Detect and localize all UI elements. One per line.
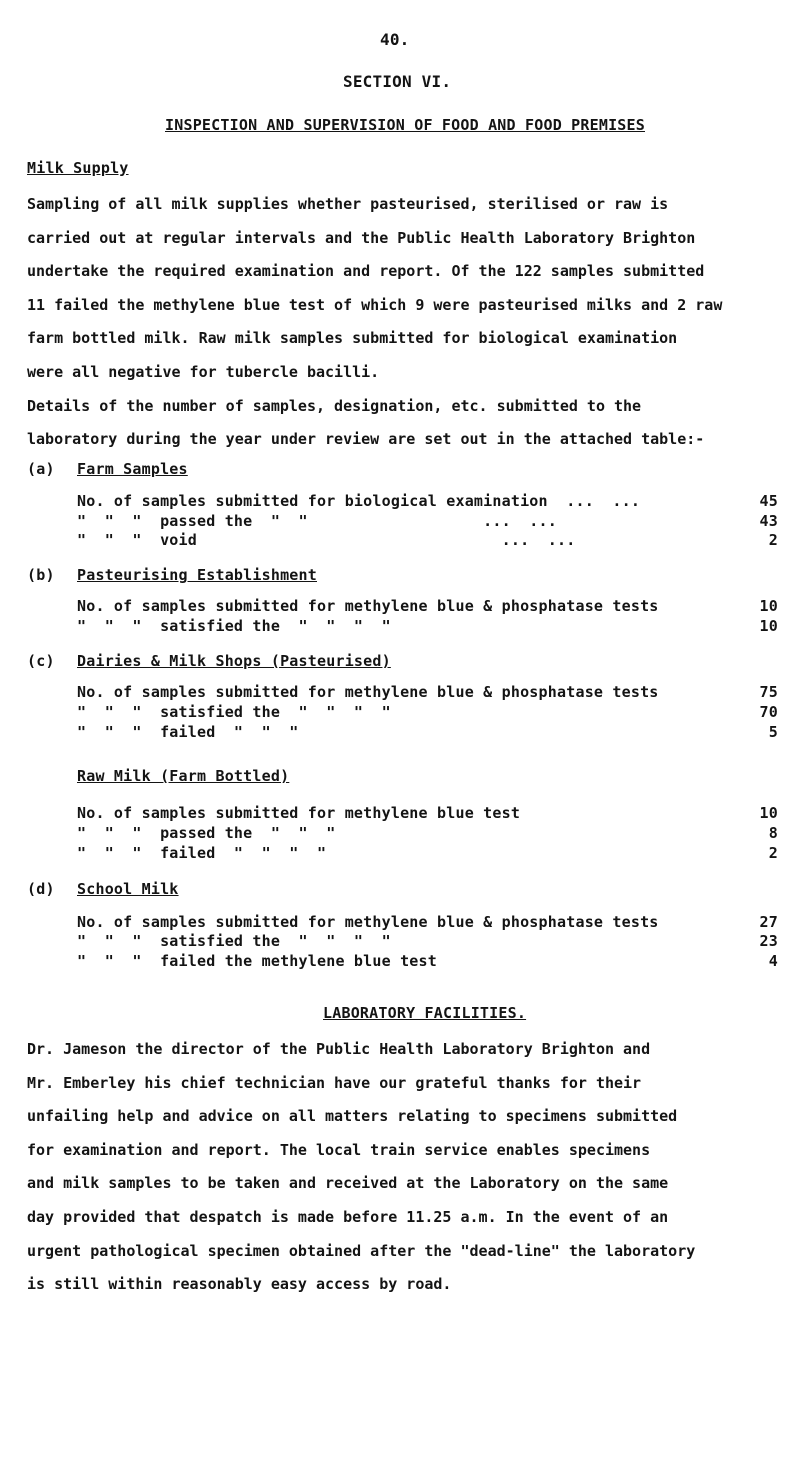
dairies-title: Dairies & Milk Shops (Pasteurised) [77,652,391,670]
raw-milk-title: Raw Milk (Farm Bottled) [77,767,290,785]
school-row-value: 23 [759,932,778,950]
farm-row-value: 43 [759,512,778,530]
dairies-row-text: " " " failed " " " [77,723,299,741]
school-row-value: 4 [768,952,778,970]
paragraph-line: Sampling of all milk supplies whether pasteurised, sterilised or raw is [27,195,669,213]
milk-supply-title: Milk Supply [27,159,129,177]
dairies-row-text: " " " satisfied the " " " " [77,703,391,721]
raw-milk-row-text: " " " failed " " " " [77,844,327,862]
paragraph-line: laboratory during the year under review are set out in the attached table:- [27,430,705,449]
pasteurising-row-value: 10 [759,617,778,635]
paragraph-line: is still within reasonably easy access by road. [27,1275,452,1294]
section-title: SECTION VI. [343,72,452,91]
dairies-row-value: 75 [759,683,778,701]
pasteurising-row-text: No. of samples submitted for methylene blue & phosphatase tests [77,597,659,615]
page-number: 40. [380,30,410,49]
paragraph-line: were all negative for tubercle bacilli. [27,362,380,381]
farm-row-value: 2 [768,531,778,549]
pasteurising-row-text: " " " satisfied the " " " " [77,617,391,635]
section-label-b: (b) [27,566,55,584]
raw-milk-row-text: No. of samples submitted for methylene blue test [77,804,521,822]
section-label-a: (a) [27,460,55,478]
dairies-row-value: 70 [759,703,778,721]
paragraph-line: urgent pathological specimen obtained after the "dead-line" the laboratory [27,1241,696,1260]
farm-row-text: No. of samples submitted for biological examination ... ... [77,492,641,510]
school-row-text: " " " satisfied the " " " " [77,932,391,950]
farm-row-value: 45 [759,492,778,510]
paragraph-line: for examination and report. The local train service enables specimens [27,1140,651,1159]
paragraph-line: Dr. Jameson the director of the Public Health Laboratory Brighton and [27,1040,651,1058]
raw-milk-row-value: 10 [759,804,778,822]
farm-row-text: " " " void ... ... [77,531,576,549]
lab-facilities-title: LABORATORY FACILITIES. [323,1004,527,1022]
school-row-value: 27 [759,913,778,931]
farm-samples-title: Farm Samples [77,460,188,478]
dairies-row-value: 5 [768,723,778,741]
paragraph-line: 11 failed the methylene blue test of which 9 were pasteurised milks and 2 raw [27,295,723,314]
pasteurising-title: Pasteurising Establishment [77,566,317,584]
pasteurising-row-value: 10 [759,597,778,615]
paragraph-line: undertake the required examination and report. Of the 122 samples submitted [27,262,705,281]
school-row-text: No. of samples submitted for methylene blue & phosphatase tests [77,913,659,931]
raw-milk-row-value: 8 [768,824,778,842]
school-row-text: " " " failed the methylene blue test [77,952,437,970]
section-label-c: (c) [27,652,55,670]
dairies-row-text: No. of samples submitted for methylene blue & phosphatase tests [77,683,659,701]
paragraph-line: carried out at regular intervals and the Public Health Laboratory Brighton [27,228,696,247]
paragraph-line: day provided that despatch is made before 11.25 a.m. In the event of an [27,1207,669,1226]
farm-row-text: " " " passed the " " ... ... [77,512,557,530]
paragraph-line: farm bottled milk. Raw milk samples submitted for biological examination [27,329,678,348]
paragraph-line: Mr. Emberley his chief technician have our grateful thanks for their [27,1073,642,1092]
lab-facilities-paragraph [27,1033,767,1302]
raw-milk-row-text: " " " passed the " " " [77,824,336,842]
paragraph-line: unfailing help and advice on all matters relating to specimens submitted [27,1107,678,1126]
paragraph-line: Details of the number of samples, designation, etc. submitted to the [27,396,642,415]
raw-milk-row-value: 2 [768,844,778,862]
milk-supply-paragraph [27,188,767,457]
section-label-d: (d) [27,880,55,898]
page-heading: INSPECTION AND SUPERVISION OF FOOD AND FOOD PREMISES [165,116,645,134]
paragraph-line: and milk samples to be taken and received at the Laboratory on the same [27,1174,669,1193]
school-milk-title: School Milk [77,880,179,898]
